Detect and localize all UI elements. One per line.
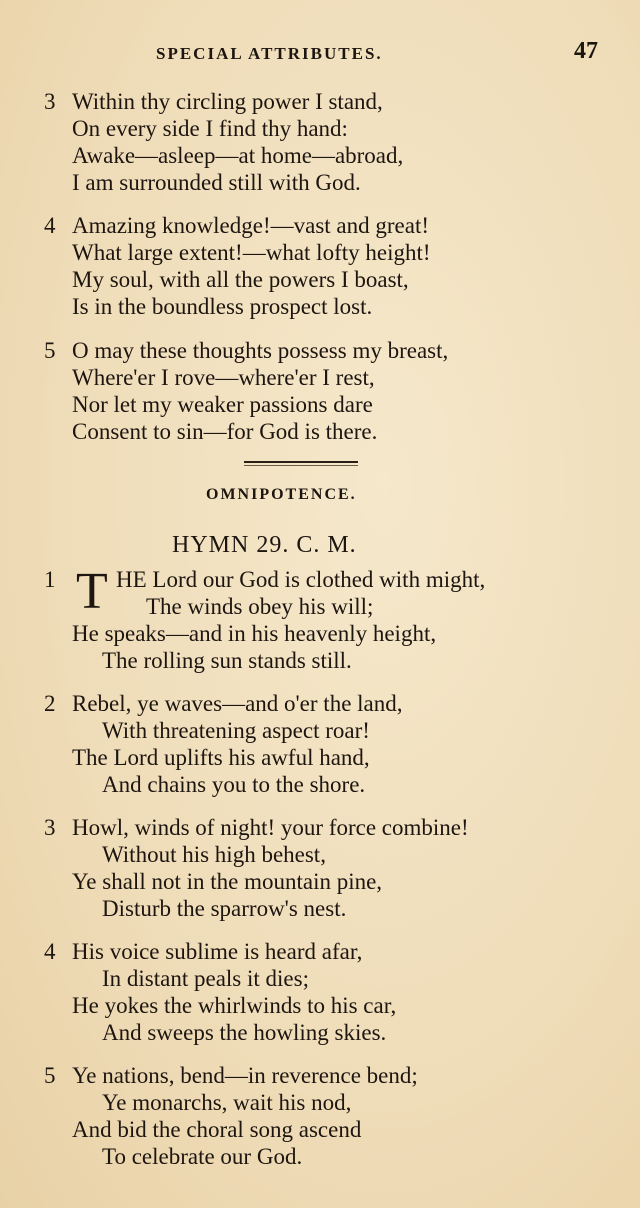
verse-line: My soul, with all the powers I boast, bbox=[72, 267, 409, 292]
verse-line: O may these thoughts possess my breast, bbox=[72, 338, 449, 363]
verse-line: He speaks—and in his heavenly height, bbox=[72, 621, 437, 646]
stanza-number: 4 bbox=[44, 213, 56, 238]
hymn-stanza-3 bbox=[0, 814, 640, 922]
verse-line: Ye monarchs, wait his nod, bbox=[102, 1090, 352, 1115]
verse-line: Where'er I rove—where'er I rest, bbox=[72, 365, 375, 390]
verse-line: Howl, winds of night! your force combine! bbox=[72, 815, 469, 840]
verse-line: His voice sublime is heard afar, bbox=[72, 939, 363, 964]
hymn-stanza-4 bbox=[0, 938, 640, 1046]
stanza-number: 3 bbox=[44, 815, 56, 840]
stanza-number: 4 bbox=[44, 939, 56, 964]
hymn-stanza-5 bbox=[0, 1062, 640, 1170]
verse-line: Rebel, ye waves—and o'er the land, bbox=[72, 691, 403, 716]
verse-line: Nor let my weaker passions dare bbox=[72, 392, 373, 417]
stanza-number: 2 bbox=[44, 691, 56, 716]
verse-line: And bid the choral song ascend bbox=[72, 1117, 362, 1142]
stanza-number: 1 bbox=[44, 567, 56, 592]
verse-line: The Lord uplifts his awful hand, bbox=[72, 745, 370, 770]
verse-line: The winds obey his will; bbox=[146, 594, 374, 619]
verse-line: Without his high behest, bbox=[102, 842, 326, 867]
verse-line: Ye shall not in the mountain pine, bbox=[72, 869, 383, 894]
verse-line: Disturb the sparrow's nest. bbox=[102, 896, 347, 921]
stanza-5 bbox=[0, 337, 640, 445]
verse-line: Within thy circling power I stand, bbox=[72, 89, 383, 114]
page-number: 47 bbox=[574, 38, 598, 64]
verse-line: And sweeps the howling skies. bbox=[102, 1020, 387, 1045]
verse-line: Consent to sin—for God is there. bbox=[72, 419, 378, 444]
running-head: SPECIAL ATTRIBUTES. bbox=[156, 44, 383, 63]
verse-line: He yokes the whirlwinds to his car, bbox=[72, 993, 397, 1018]
verse-line: With threatening aspect roar! bbox=[102, 718, 370, 743]
verse-line: Is in the boundless prospect lost. bbox=[72, 294, 373, 319]
drop-cap: T bbox=[76, 563, 108, 620]
verse-line: HE Lord our God is clothed with might, bbox=[116, 567, 486, 592]
section-divider bbox=[244, 461, 358, 466]
stanza-4 bbox=[0, 212, 640, 320]
verse-line: The rolling sun stands still. bbox=[102, 648, 352, 673]
hymn-title: HYMN 29. C. M. bbox=[172, 532, 357, 558]
stanza-number: 3 bbox=[44, 89, 56, 114]
section-title: OMNIPOTENCE. bbox=[206, 486, 357, 503]
verse-line: In distant peals it dies; bbox=[102, 966, 309, 991]
verse-line: What large extent!—what lofty height! bbox=[72, 240, 431, 265]
page-header bbox=[0, 38, 640, 68]
hymn-stanza-2 bbox=[0, 690, 640, 798]
verse-line: On every side I find thy hand: bbox=[72, 116, 348, 141]
verse-line: To celebrate our God. bbox=[102, 1144, 303, 1169]
stanza-3 bbox=[0, 88, 640, 196]
verse-line: And chains you to the shore. bbox=[102, 772, 366, 797]
stanza-number: 5 bbox=[44, 1063, 56, 1088]
verse-line: Amazing knowledge!—vast and great! bbox=[72, 213, 430, 238]
verse-line: Ye nations, bend—in reverence bend; bbox=[72, 1063, 418, 1088]
hymn-stanza-1 bbox=[0, 563, 640, 674]
verse-line: I am surrounded still with God. bbox=[72, 170, 361, 195]
stanza-number: 5 bbox=[44, 338, 56, 363]
verse-line: Awake—asleep—at home—abroad, bbox=[72, 143, 404, 168]
